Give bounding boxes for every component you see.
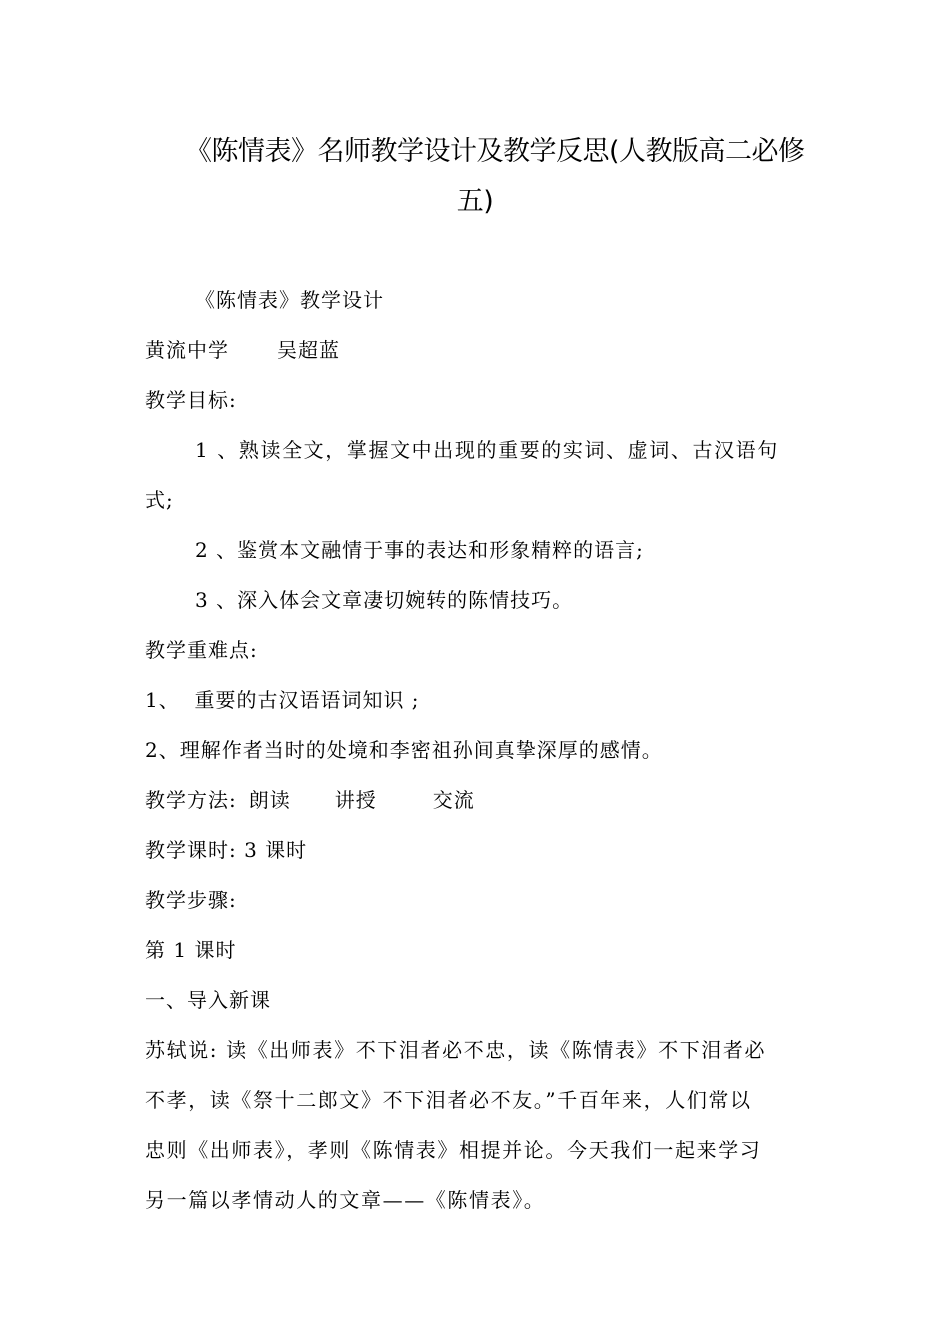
method-reading: 朗读: [248, 788, 291, 812]
document-title-line-1: 《陈情表》名师教学设计及教学反思(人教版高二必修: [185, 136, 805, 167]
objective-item-2: 2 、鉴赏本文融情于事的表达和形象精粹的语言;: [195, 538, 644, 562]
section-1-heading: 一、导入新课: [145, 988, 271, 1012]
author-school: 黄流中学: [145, 338, 229, 362]
objective-item-3: 3 、深入体会文章凄切婉转的陈情技巧。: [195, 588, 574, 612]
key-point-2: 2、理解作者当时的处境和李密祖孙间真挚深厚的感情。: [145, 738, 663, 762]
objective-item-1-cont: 式;: [145, 488, 174, 512]
document-title-line-2: 五): [456, 186, 494, 217]
author-name: 吴超蓝: [277, 338, 340, 362]
steps-heading: 教学步骤:: [145, 888, 237, 912]
objectives-heading: 教学目标:: [145, 388, 237, 412]
intro-line-2: 不孝，读《祭十二郎文》不下泪者必不友。”千百年来，人们常以: [145, 1088, 752, 1112]
design-heading: 《陈情表》教学设计: [195, 288, 384, 312]
author-line: [145, 335, 340, 365]
method-exchange: 交流: [432, 788, 475, 812]
key-points-heading: 教学重难点:: [145, 638, 258, 662]
objective-item-1: 1 、熟读全文，掌握文中出现的重要的实词、虚词、古汉语句: [195, 438, 779, 462]
intro-line-3: 忠则《出师表》，孝则《陈情表》相提并论。今天我们一起来学习: [145, 1138, 762, 1162]
lesson-1-heading: 第 1 课时: [145, 938, 237, 962]
method-lecture: 讲授: [334, 788, 377, 812]
intro-line-4: 另一篇以孝情动人的文章——《陈情表》。: [145, 1188, 546, 1212]
key-point-1: 1、 重要的古汉语语词知识 ;: [145, 688, 420, 712]
hours-line: 教学课时: 3 课时: [145, 838, 308, 862]
methods-line: [145, 785, 475, 815]
intro-line-1: 苏轼说: 读《出师表》不下泪者必不忠，读《陈情表》不下泪者必: [145, 1038, 767, 1062]
methods-label: 教学方法:: [145, 788, 237, 812]
